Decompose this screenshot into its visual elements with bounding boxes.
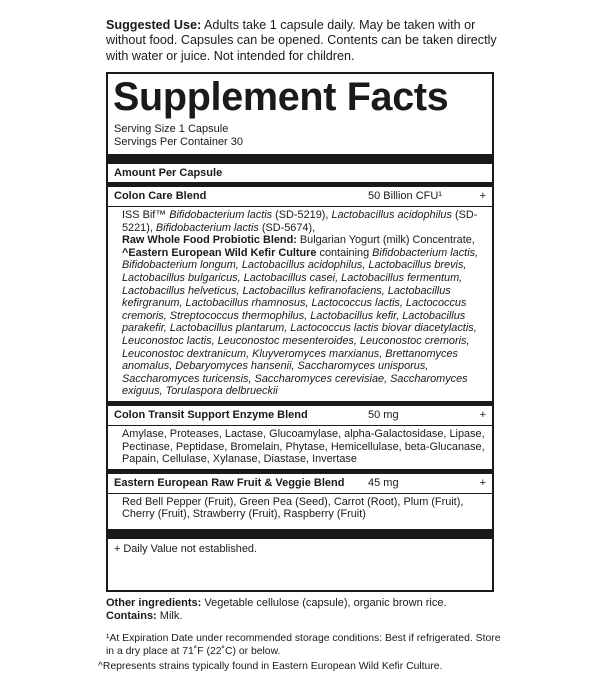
serving-info xyxy=(114,123,492,149)
strain-code: (SD-5674), xyxy=(258,221,316,234)
blend-name: Eastern European Raw Fruit & Veggie Blend xyxy=(114,476,345,489)
iss-prefix: ISS Bif™ xyxy=(122,209,170,221)
kefir-label: ^Eastern European Wild Kefir Culture xyxy=(122,246,317,259)
serving-size: Serving Size 1 Capsule xyxy=(114,123,229,135)
kefir-text: containing xyxy=(316,246,373,259)
strain-code: (SD-5221), xyxy=(122,209,478,234)
blend-amount: 45 mg xyxy=(368,476,399,489)
blend-row-fruit-veggie xyxy=(108,474,492,493)
contains-label: Contains: xyxy=(106,610,157,623)
blend-amount: 50 mg xyxy=(368,408,399,421)
blend-dv: + xyxy=(479,476,486,489)
kefir-footnote: ^Represents strains typically found in Eastern European Wild Kefir Culture. xyxy=(98,661,443,672)
supplement-facts-panel xyxy=(106,72,494,592)
strain: Lactobacillus acidophilus xyxy=(331,209,452,221)
dv-note: + Daily Value not established. xyxy=(114,542,257,555)
raw-blend-label: Raw Whole Food Probiotic Blend: xyxy=(122,234,297,247)
servings-per-container: Servings Per Container 30 xyxy=(114,136,244,148)
panel-title: Supplement Facts xyxy=(113,75,449,119)
contains-text: Milk. xyxy=(156,610,183,623)
kefir-strains: Bifidobacterium lactis, Bifidobacterium longum, Lactobacillus acidophilus, Lactobacillus brevis, Lactobacillus bulgaricus, Lactobacillus casei, Lactobacillus fermentum, Lactobacillus helveticus, Lactobacillus kefiranofaciens, Lactobacillus kefirgranum, Lactobacillus rhamnosus, Lactococcus lactis, Lactococcus cremoris, Streptococcus thermophilus, Lactobacillus kefir, Lactobacillus parakefir, Lactobacillus plantarum, Lactococcus lactis biovar diacetylactis, Leuconostoc lactis, Leuconostoc mesenteroides, Leuconostoc cremoris, Leuconostoc dextranicum, Kluyveromyces marxianus, Brettanomyces anomalus, Debaryomyces hansenii, Saccharomyces unisporus, Saccharomyces turicensis, Saccharomyces cerevisiae, Saccharomyces exiguus, Torulaspora delbrueckii xyxy=(122,246,479,398)
suggested-use-text: Adults take 1 capsule daily. May be taken with or without food. Capsules can be opened. Contents can be taken directly with water or juice. Not intended for children. xyxy=(106,18,497,63)
blend-name: Colon Transit Support Enzyme Blend xyxy=(114,408,308,421)
other-text: Vegetable cellulose (capsule), organic brown rice. xyxy=(201,597,447,609)
other-ingredients-line xyxy=(106,597,501,610)
strain: Bifidobacterium lactis xyxy=(155,221,259,234)
raw-blend-text: Bulgarian Yogurt (milk) Concentrate, xyxy=(296,234,475,247)
blend-dv: + xyxy=(479,190,486,202)
colon-care-ingredients xyxy=(108,207,492,401)
blend-row-enzyme xyxy=(108,406,492,425)
other-label: Other ingredients: xyxy=(106,597,202,609)
contains-line xyxy=(106,610,501,623)
fruit-veggie-ingredients: Red Bell Pepper (Fruit), Green Pea (Seed), Carrot (Root), Plum (Fruit), Cherry (Fruit), Strawberry (Fruit), Raspberry (Fruit) xyxy=(122,495,464,521)
divider-thick xyxy=(108,154,492,164)
enzyme-ingredients: Amylase, Proteases, Lactase, Glucoamylase, alpha-Galactosidase, Lipase, Pectinase, Peptidase, Bromelain, Phytase, Hemicellulase, beta-Glucanase, Papain, Cellulase, Xylanase, Diastase, Invertase xyxy=(122,427,485,466)
suggested-use-label: Suggested Use: xyxy=(106,18,202,32)
blend-row-colon-care xyxy=(108,187,492,206)
blend-name: Colon Care Blend xyxy=(114,190,207,202)
divider-thick xyxy=(108,529,492,539)
amount-header: Amount Per Capsule xyxy=(114,167,223,179)
strain-code: (SD-5219), xyxy=(272,209,332,221)
other-ingredients xyxy=(106,597,501,624)
strain: Bifidobacterium lactis xyxy=(169,209,273,221)
blend-amount: 50 Billion CFU¹ xyxy=(368,190,442,202)
suggested-use xyxy=(106,18,498,64)
blend-dv: + xyxy=(479,408,486,421)
expiration-footnote: ¹At Expiration Date under recommended storage conditions: Best if refrigerated. Store in a dry place at 71˚F (22˚C) or below. xyxy=(106,633,501,657)
